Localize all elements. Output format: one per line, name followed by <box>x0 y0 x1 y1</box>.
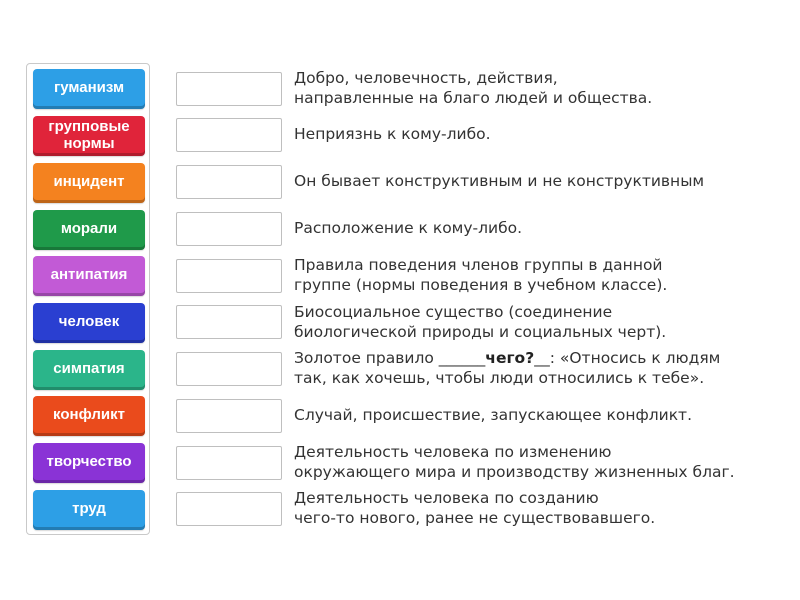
drop-box-1[interactable] <box>176 72 282 106</box>
drop-box-6[interactable] <box>176 305 282 339</box>
clue-3-line1: Он бывает конструктивным и не конструктивным <box>294 172 705 190</box>
clue-7-line2: так, как хочешь, чтобы люди относились к тебе». <box>294 369 705 387</box>
clue-2 <box>294 124 784 144</box>
clue-7-text-a: Золотое правило ______ <box>294 349 486 367</box>
drop-box-4[interactable] <box>176 212 282 246</box>
word-bank <box>26 63 150 535</box>
clue-9-line2: окружающего мира и производству жизненных благ. <box>294 463 735 481</box>
tile-sympathy[interactable]: симпатия <box>33 350 145 390</box>
clue-7-bold: чего? <box>485 349 535 367</box>
clue-1-line2: направленные на благо людей и общества. <box>294 89 653 107</box>
tile-group-norms-line1: групповые <box>48 118 130 135</box>
clue-1 <box>294 68 784 108</box>
clue-7-line1 <box>294 349 720 367</box>
clue-8-line1: Случай, происшествие, запускающее конфликт. <box>294 406 693 424</box>
tile-conflict[interactable]: конфликт <box>33 396 145 436</box>
drop-box-8[interactable] <box>176 399 282 433</box>
drop-box-2[interactable] <box>176 118 282 152</box>
clue-6-line1: Биосоциальное существо (соединение <box>294 303 613 321</box>
drop-box-10[interactable] <box>176 492 282 526</box>
clue-10-line1: Деятельность человека по созданию <box>294 489 599 507</box>
clue-9 <box>294 442 784 482</box>
clue-6 <box>294 302 784 342</box>
tile-group-norms-label <box>48 118 129 152</box>
drop-box-9[interactable] <box>176 446 282 480</box>
tile-creativity[interactable]: творчество <box>33 443 145 483</box>
tile-humanism[interactable]: гуманизм <box>33 69 145 109</box>
clue-5 <box>294 255 784 295</box>
clue-3 <box>294 171 784 191</box>
tile-group-norms[interactable] <box>33 116 145 156</box>
tile-human[interactable]: человек <box>33 303 145 343</box>
tile-group-norms-line2: нормы <box>63 135 115 152</box>
clue-1-line1: Добро, человечность, действия, <box>294 69 558 87</box>
clue-4-line1: Расположение к кому-либо. <box>294 219 523 237</box>
drop-box-7[interactable] <box>176 352 282 386</box>
clue-7 <box>294 348 784 388</box>
clue-9-line1: Деятельность человека по изменению <box>294 443 612 461</box>
drop-box-3[interactable] <box>176 165 282 199</box>
clue-7-text-c: __: «Относись к людям <box>534 349 721 367</box>
clue-10 <box>294 488 784 528</box>
clue-6-line2: биологической природы и социальных черт). <box>294 323 667 341</box>
tile-labor[interactable]: труд <box>33 490 145 530</box>
tile-antipathy[interactable]: антипатия <box>33 256 145 296</box>
tile-incident[interactable]: инцидент <box>33 163 145 203</box>
clue-10-line2: чего-то нового, ранее не существовавшего. <box>294 509 656 527</box>
clue-5-line2: группе (нормы поведения в учебном классе). <box>294 276 668 294</box>
drop-box-5[interactable] <box>176 259 282 293</box>
clue-4 <box>294 218 784 238</box>
clue-8 <box>294 405 784 425</box>
clue-5-line1: Правила поведения членов группы в данной <box>294 256 663 274</box>
tile-morals[interactable]: морали <box>33 210 145 250</box>
clue-2-line1: Неприязнь к кому-либо. <box>294 125 491 143</box>
